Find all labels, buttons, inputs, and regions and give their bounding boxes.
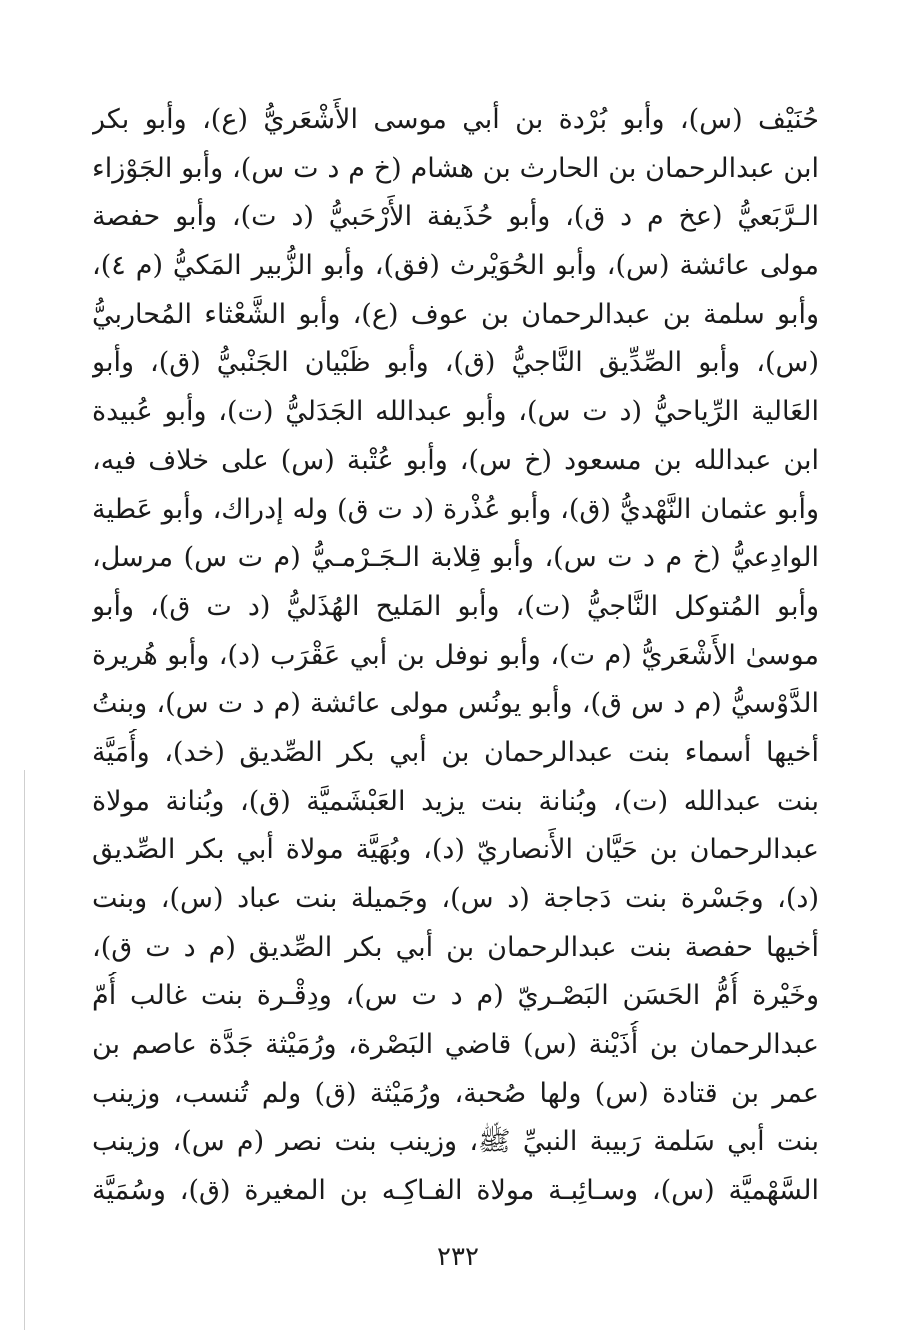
text-line: موسىٰ الأَشْعَريُّ (م ت)، وأبو نوفل بن أبي عَقْرَب (د)، وأبو هُريرة xyxy=(92,639,819,671)
text-line: بنت أبي سَلمة رَبيبة النبيِّ ﷺ، وزينب بنت نصر (م س)، وزينب xyxy=(92,1126,819,1158)
text-line: وأبو سلمة بن عبدالرحمان بن عوف (ع)، وأبو الشَّعْثاء المُحاربيُّ xyxy=(92,298,819,330)
text-line: عبدالرحمان بن أُذَيْنة (س) قاضي البَصْرة، ورُمَيْثة جَدَّة عاصم بن xyxy=(92,1029,819,1061)
text-line: الـرَّبَعيُّ (عخ م د ق)، وأبو حُذَيفة الأَرْحَبيُّ (د ت)، وأبو حفصة xyxy=(92,201,819,233)
text-line: ابن عبدالرحمان بن الحارث بن هشام (خ م د ت س)، وأبو الجَوْزاء xyxy=(92,152,819,184)
body-text xyxy=(92,96,819,1216)
text-line: عمر بن قتادة (س) ولها صُحبة، ورُمَيْثة (ق) ولم تُنسب، وزينب xyxy=(92,1077,819,1109)
text-line: (د)، وجَسْرة بنت دَجاجة (د س)، وجَميلة بنت عباد (س)، وبنت xyxy=(92,883,819,914)
text-line: (س)، وأبو الصِّدِّيق النَّاجيُّ (ق)، وأبو ظَبْيان الجَنْبيُّ (ق)، وأبو xyxy=(92,347,819,379)
text-line: ابن عبدالله بن مسعود (خ س)، وأبو عُتْبة (س) على خلاف فيه، xyxy=(92,444,819,476)
text-line: حُنَيْف (س)، وأبو بُرْدة بن أبي موسى الأَشْعَريُّ (ع)، وأبو بكر xyxy=(92,104,819,135)
text-line: الدَّوْسيُّ (م د س ق)، وأبو يونُس مولى عائشة (م د ت س)، وبنتُ xyxy=(92,688,819,720)
text-line: وخَيْرة أُمُّ الحَسَن البَصْـريّ (م د ت س)، ودِقْـرة بنت غالب أُمّ xyxy=(92,980,819,1012)
text-line: الوادِعيُّ (خ م د ت س)، وأبو قِلابة الـجَـرْمـيُّ (م ت س) مرسل، xyxy=(92,542,819,574)
text-line: عبدالرحمان بن حَيَّان الأَنصاريّ (د)، وبُهَيَّة مولاة أبي بكر الصِّديق xyxy=(92,834,819,866)
text-line: أخيها أسماء بنت عبدالرحمان بن أبي بكر الصِّديق (خد)، وأُمَيَّة xyxy=(92,736,819,768)
page-number: ٢٣٢ xyxy=(437,1242,479,1272)
text-line: مولى عائشة (س)، وأبو الحُوَيْرث (فق)، وأبو الزُّبير المَكيُّ (م ٤)، xyxy=(92,250,819,282)
text-line: أخيها حفصة بنت عبدالرحمان بن أبي بكر الصِّديق (م د ت ق)، xyxy=(92,931,819,963)
text-line: السَّهْميَّة (س)، وسـائِبـة مولاة الفـاكِـه بن المغيرة (ق)، وسُمَيَّة xyxy=(92,1175,819,1207)
text-line: وأبو المُتوكل النَّاجيُّ (ت)، وأبو المَليح الهُذَليُّ (د ت ق)، وأبو xyxy=(92,590,819,622)
text-line: العَالية الرِّياحيُّ (د ت س)، وأبو عبدالله الجَدَليُّ (ت)، وأبو عُبيدة xyxy=(92,396,819,428)
text-line: بنت عبدالله (ت)، وبُنانة بنت يزيد العَبْشَميَّة (ق)، وبُنانة مولاة xyxy=(92,785,819,817)
text-line: وأبو عثمان النَّهْديُّ (ق)، وأبو عُذْرة (د ت ق) وله إدراك، وأبو عَطية xyxy=(92,493,819,525)
